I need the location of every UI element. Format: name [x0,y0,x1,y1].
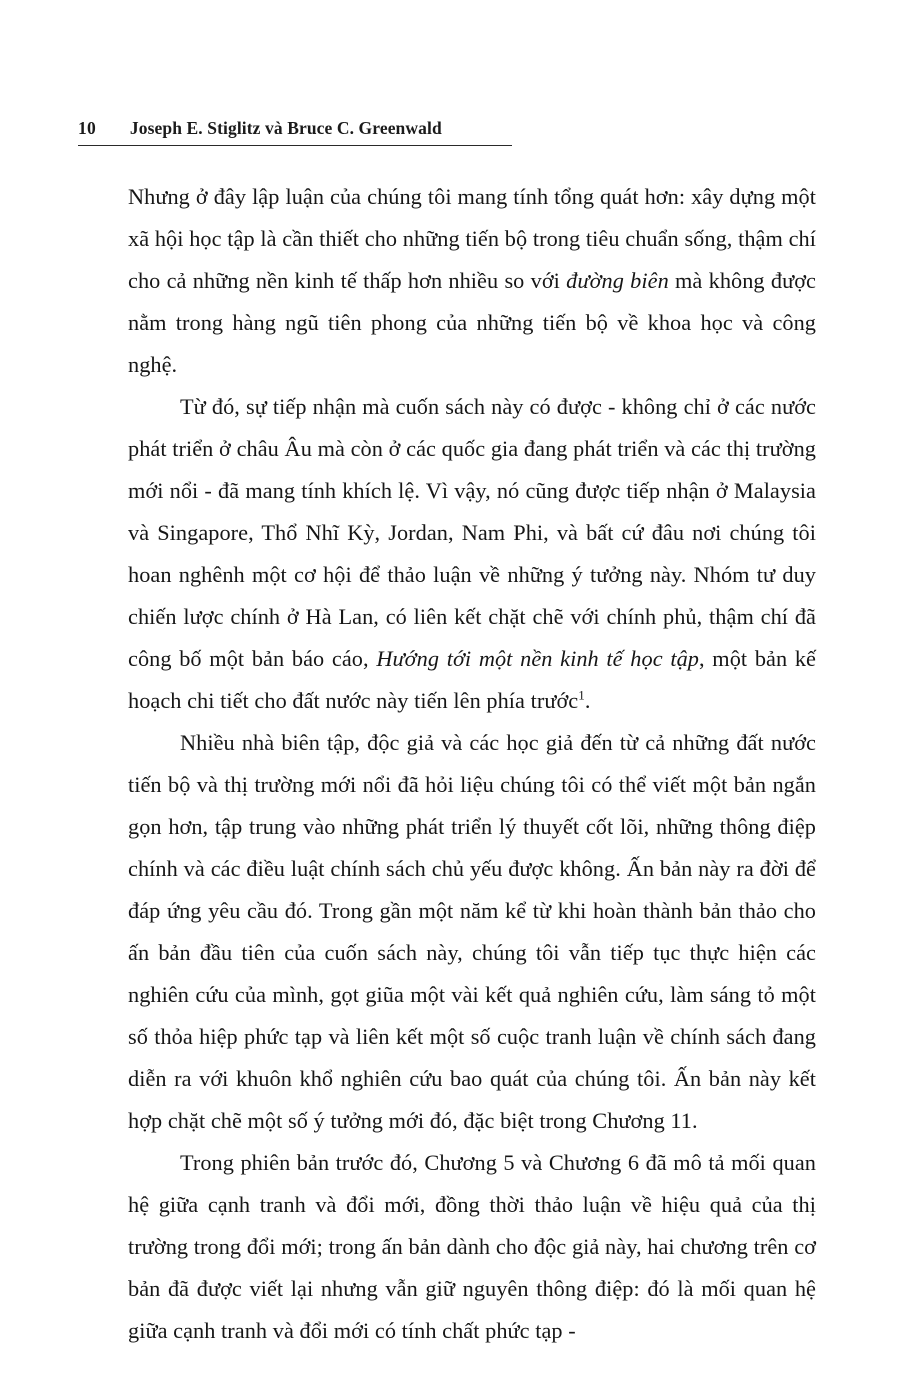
text-run: Trong phiên bản trước đó, Chương 5 và Chương 6 đã mô tả mối quan hệ giữa cạnh tranh và đổi mới, đồng thời thảo luận về hiệu quả của thị trường trong đổi mới; trong ấn bản dành cho độc giả này, hai chương trên cơ bản đã được viết lại nhưng vẫn giữ nguyên thông điệp: đó là mối quan hệ giữa cạnh tranh và đổi mới có tính chất phức tạp - [128,1150,816,1343]
italic-run: đường biên [566,268,669,293]
text-run: Nhưng ở đây lập luận của chúng tôi mang tính tổng quát hơn: xây dựng một xã hội học tập là cần thiết cho những tiến bộ trong tiêu chuẩn sống, thậm chí cho cả những nền kinh tế thấp hơn nhiều so với [128,184,816,293]
body-text-column [128,176,816,1352]
page-number: 10 [78,118,96,138]
text-run: mà không được nằm trong hàng ngũ tiên phong của những tiến bộ về khoa học và công nghệ. [128,268,816,377]
paragraph-4 [128,1142,816,1352]
text-run: Nhiều nhà biên tập, độc giả và các học giả đến từ cả những đất nước tiến bộ và thị trường mới nổi đã hỏi liệu chúng tôi có thể viết một bản ngắn gọn hơn, tập trung vào những phát triển lý thuyết cốt lõi, những thông điệp chính và các điều luật chính sách chủ yếu được không. Ấn bản này ra đời để đáp ứng yêu cầu đó. Trong gần một năm kể từ khi hoàn thành bản thảo cho ấn bản đầu tiên của cuốn sách này, chúng tôi vẫn tiếp tục thực hiện các nghiên cứu của mình, gọt giũa một vài kết quả nghiên cứu, làm sáng tỏ một số thỏa hiệp phức tạp và liên kết một số cuộc tranh luận về chính sách đang diễn ra với khuôn khổ nghiên cứu bao quát của chúng tôi. Ấn bản này kết hợp chặt chẽ một số ý tưởng mới đó, đặc biệt trong Chương 11. [128,730,816,1133]
paragraph-3 [128,722,816,1142]
running-title: Joseph E. Stiglitz và Bruce C. Greenwald [129,118,442,138]
footnote-marker: 1 [578,687,585,703]
paragraph-1 [128,176,816,386]
text-run: , một bản kế hoạch chi tiết cho đất nước này tiến lên phía trước [128,646,816,713]
italic-run: Hướng tới một nền kinh tế học tập [376,646,699,671]
text-run: Từ đó, sự tiếp nhận mà cuốn sách này có được - không chỉ ở các nước phát triển ở châu Âu mà còn ở các quốc gia đang phát triển và các thị trường mới nổi - đã mang tính khích lệ. Vì vậy, nó cũng được tiếp nhận ở Malaysia và Singapore, Thổ Nhĩ Kỳ, Jordan, Nam Phi, và bất cứ đâu nơi chúng tôi hoan nghênh một cơ hội để thảo luận về những ý tưởng này. Nhóm tư duy chiến lược chính ở Hà Lan, có liên kết chặt chẽ với chính phủ, thậm chí đã công bố một bản báo cáo, [128,394,816,671]
page-header [78,118,512,146]
text-run: . [584,688,591,713]
paragraph-2 [128,386,816,722]
